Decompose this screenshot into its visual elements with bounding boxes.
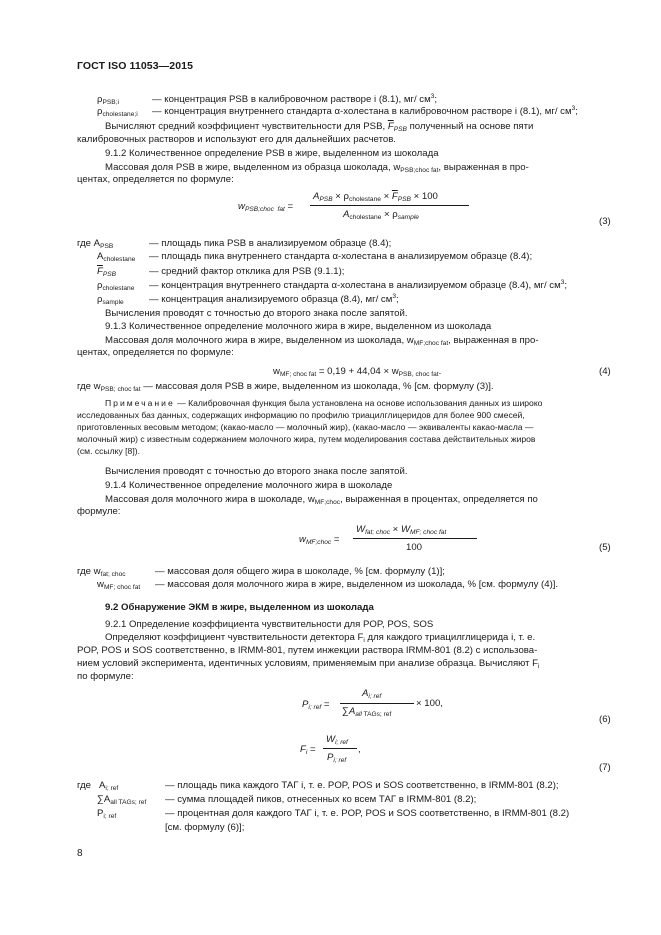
- where-3-w-mf: $w_{MF; choc fat}$ — массовая доля молочного жира в жире, выделенном из шоколада, % [см. формулу (4)].: [97, 579, 559, 591]
- precision-line-2: Вычисления проводят с точностью до второго знака после запятой.: [105, 466, 408, 477]
- where-3-w-fat: где $w_{fat; choc}$ — массовая доля общего жира в шоколаде, % [см. формулу (1)];: [77, 566, 445, 578]
- eq7-lhs: $F_i$ =: [300, 744, 316, 756]
- eq5-lhs: $w_{MF;choc}$ =: [299, 534, 340, 546]
- section-912-intro-2: центах, определяется по формуле:: [77, 174, 234, 185]
- eq4: $w_{MF; choc fat} = 0,19 + 44,04 \times w_{PSB, choc fat}$.: [273, 366, 442, 378]
- eq7-denominator: $P_{i; ref}$: [327, 752, 347, 764]
- eq7-comma: ,: [358, 744, 361, 755]
- where-1-a-psb: где $A_{PSB}$ — площадь пика PSB в анализируемом образце (8.4);: [77, 238, 392, 250]
- def-rho-chol-text: — концентрация внутреннего стандарта α-холестана в калибровочном растворе i (8.1), мг/ см: [152, 106, 572, 117]
- eq7-fraction-bar: [323, 748, 357, 749]
- eq7-numerator: $W_{i; ref}$: [326, 734, 348, 746]
- eq6-lhs: $P_{i; ref}$ =: [302, 699, 330, 711]
- page-number: 8: [77, 848, 83, 859]
- section-913-intro: Массовая доля молочного жира в жире, выделенном из шоколада, $w_{MF;choc fat}$, выраженная в про-: [105, 335, 539, 347]
- avg-line-1: Вычисляют средний коэффициент чувствительности для PSB, $\overline{F}_{PSB}$ полученный на основе пяти: [105, 121, 534, 133]
- section-921-para-2: POP, POS и SOS соответственно, в IRMM-801, путем инжекции раствора IRMM-801 (8.2) с использова-: [77, 645, 538, 656]
- def-rho-psb: $\rho_{PSB;i}$ — концентрация PSB в калибровочном растворе i (8.1), мг/ $см^3$;: [97, 93, 438, 106]
- where-1-f-psb: $\overline{F}_{PSB}$ — средний фактор отклика для PSB (9.1.1);: [97, 266, 345, 278]
- eq6-denominator: $\sum A_{all TAGs; ref}$: [342, 706, 392, 718]
- note-line-1: Примечание — Калибровочная функция была установлена на основе использования данных из широко: [105, 398, 543, 408]
- avg-line-2: калибровочных растворов и используют его для дальнейших расчетов.: [77, 134, 396, 145]
- def-rho-psb-text: — концентрация PSB в калибровочном растворе i (8.1), мг/ см: [152, 94, 431, 105]
- eq6-fraction-bar: [340, 703, 414, 704]
- def-rho-chol: $\rho_{cholestane;i}$ — концентрация внутреннего стандарта α-холестана в калибровочном растворе i (8.1), мг/ $см^3$;: [97, 105, 578, 118]
- where-4-p-iref-2: [см. формулу (6)];: [165, 822, 245, 833]
- eq3-numerator: $A_{PSB} \times \rho_{cholestane} \times \overline{F}_{PSB} \times 100$: [313, 191, 438, 203]
- where-1-rho-chol: $\rho_{cholestane}$ — концентрация внутреннего стандарта α-холестана в анализируемом образце (8.4), мг/ $см^3$;: [97, 279, 568, 292]
- section-921-title: 9.2.1 Определение коэффициента чувствительности для POP, POS, SOS: [105, 619, 434, 630]
- section-914-intro-2: формуле:: [77, 506, 121, 517]
- where-4-p-iref: $P_{i; ref}$ — процентная доля каждого ТАГ i, т. е. POP, POS и SOS соответственно, в IRMM-801 (8.2): [97, 808, 570, 820]
- eq3-denominator: $A_{cholestane} \times \rho_{sample}$: [343, 209, 419, 221]
- section-913-title: 9.1.3 Количественное определение молочного жира в жире, выделенном из шоколада: [105, 321, 492, 332]
- eq3-lhs: $w_{PSB;choc fat}$ =: [238, 201, 294, 213]
- eq5-numerator: $W_{fat; choc} \times W_{MF; choc fat}$: [356, 524, 447, 536]
- eq5-number: (5): [599, 542, 611, 553]
- eq6-number: (6): [599, 714, 611, 725]
- where-4-sum-a: $\sum A_{all TAGs; ref}$ — сумма площадей пиков, отнесенных ко всем ТАГ в IRMM-801 (8.2);: [97, 794, 477, 806]
- where-1-a-chol: $A_{cholestane}$ — площадь пика внутреннего стандарта α-холестана в анализируемом образце (8.4);: [97, 251, 533, 263]
- section-912-title: 9.1.2 Количественное определение PSB в жире, выделенном из шоколада: [105, 148, 439, 159]
- section-921-para-1: Определяют коэффициент чувствительности детектора $F_i$ для каждого триацилглицерида i, т. е.: [105, 632, 536, 644]
- section-92-title: 9.2 Обнаружение ЭКМ в жире, выделенном из шоколада: [105, 602, 374, 613]
- section-914-title: 9.1.4 Количественное определение молочного жира в шоколаде: [105, 480, 393, 491]
- section-912-intro: Массовая доля PSB в жире, выделенном из образца шоколада, $w_{PSB;choc fat}$, выраженная в про-: [105, 162, 529, 174]
- where-1-rho-sample: $\rho_{sample}$ — концентрация анализируемого образца (8.4), мг/ $см^3$;: [97, 293, 399, 306]
- precision-line-1: Вычисления проводят с точностью до второго знака после запятой.: [105, 308, 408, 319]
- note-line-2: исследованных баз данных, содержащих информацию по профилю триацилглицеридов для более 900 смесей,: [77, 410, 525, 420]
- eq6-numerator: $A_{i; ref}$: [362, 688, 382, 700]
- eq7-number: (7): [599, 762, 611, 773]
- eq6-tail: × 100,: [416, 698, 443, 709]
- page-header: ГОСТ ISO 11053—2015: [77, 60, 194, 72]
- section-913-intro-2: центах, определяется по формуле:: [77, 347, 234, 358]
- eq3-number: (3): [599, 216, 611, 227]
- eq3-fraction-bar: [310, 205, 469, 206]
- section-921-para-3: нием условий эксперимента, идентичных условиям, применяемым при анализе образца. Вычисляют $F_i$: [77, 658, 540, 670]
- section-921-para-4: по формуле:: [77, 671, 134, 682]
- note-line-3: приготовленных весовым методом; (какао-масло — молочный жир), (какао-масло — эквиваленты какао-масла —: [77, 422, 534, 432]
- eq4-number: (4): [599, 366, 611, 377]
- where-2-w-psb: где $w_{PSB; choc fat}$ — массовая доля PSB в жире, выделенном из шоколада, % [см. формулу (3)].: [77, 381, 494, 393]
- note-line-4: молочный жир) с известным содержанием молочного жира, путем моделирования состава действительных жиров: [77, 434, 536, 444]
- eq5-denominator: 100: [406, 542, 423, 553]
- note-line-5: (см. ссылку [8]).: [77, 446, 140, 456]
- where-4-a-iref: где $A_{i; ref}$ — площадь пика каждого ТАГ i, т. е. POP, POS и SOS соответственно, в IRMM-801 (8.2);: [77, 780, 559, 792]
- eq5-fraction-bar: [353, 538, 477, 539]
- section-914-intro: Массовая доля молочного жира в шоколаде, $w_{MF;choc}$, выраженная в процентах, определяется по: [105, 494, 538, 506]
